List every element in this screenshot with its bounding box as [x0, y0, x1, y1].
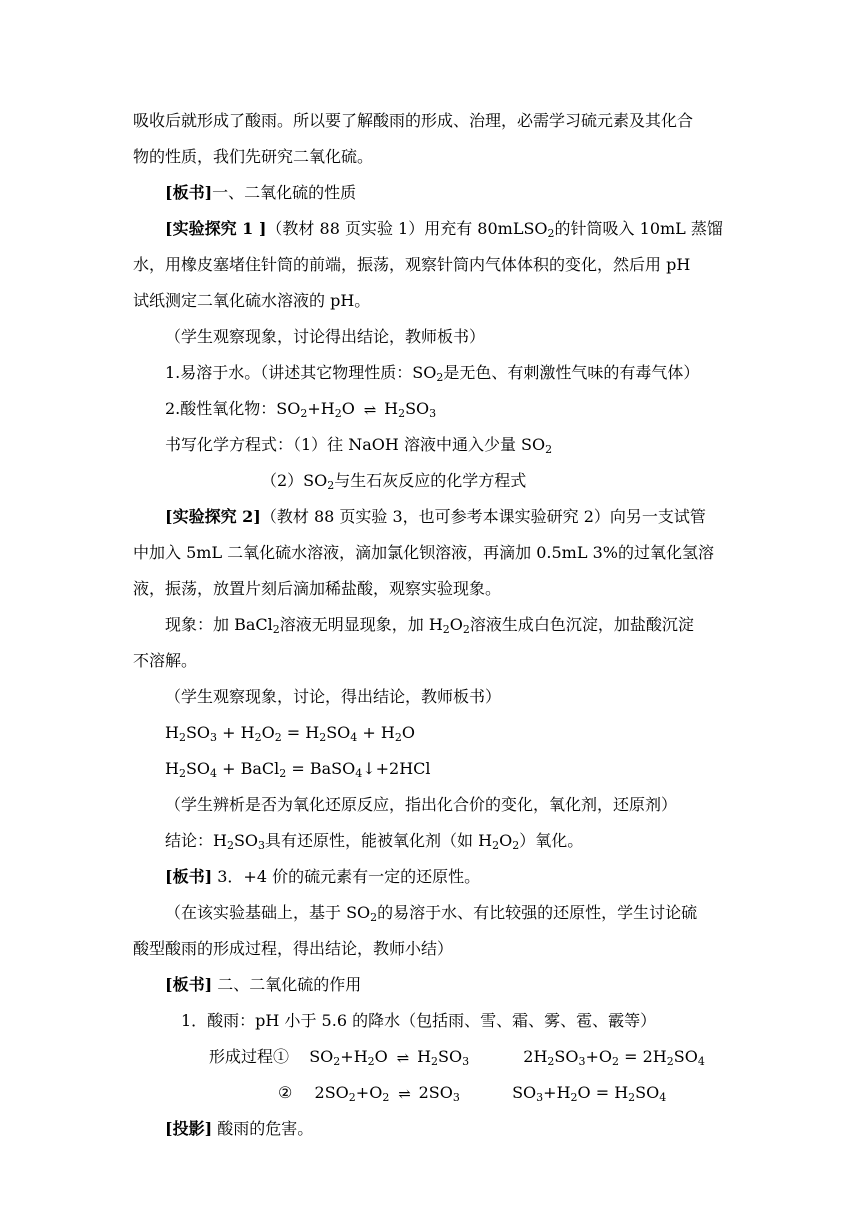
board-heading-1: [板书]一、二氧化硫的性质 [165, 183, 357, 202]
note-line: （学生观察现象，讨论得出结论，教师板书） [165, 327, 486, 346]
paragraph-line: 不溶解。 [133, 651, 198, 670]
paragraph-line: 试纸测定二氧化硫水溶液的 pH。 [133, 291, 371, 310]
equation-line-2: $H_2SO_4$ + BaCl$_2$ = BaSO$_4$↓+2HCl [165, 759, 431, 780]
paragraph-line: 物的性质，我们先研究二氧化硫。 [133, 147, 374, 166]
paragraph-line: 水，用橡皮塞堵住针筒的前端，振荡，观察针筒内气体体积的变化，然后用 pH [133, 255, 691, 274]
equation-line-1: $H_2SO_3 + H_2O_2 = H_2SO_4 + H_2O$ [165, 723, 415, 744]
note-line: （学生观察现象，讨论，得出结论，教师板书） [165, 687, 502, 706]
property-2-line: 2.酸性氧化物：$SO_2+H_2O$ ⇌ $H_2SO_3$ [165, 399, 437, 420]
equilibrium-arrow-icon: ⇌ [392, 1049, 412, 1067]
note-line: （学生辨析是否为氧化还原反应，指出化合价的变化，氧化剂，还原剂） [165, 795, 678, 814]
equation-task-line: 书写化学方程式：（1）往 NaOH 溶液中通入少量 $SO_2$ [165, 435, 553, 456]
property-1-line: 1.易溶于水。（讲述其它物理性质：$SO_2$是无色、有刺激性气味的有毒气体） [165, 363, 700, 384]
paragraph-line: 酸型酸雨的形成过程，得出结论，教师小结） [133, 939, 454, 958]
acid-rain-definition: 1．酸雨：pH 小于 5.6 的降水（包括雨、雪、霜、雾、雹、霰等） [181, 1011, 657, 1030]
projection-line: [投影] 酸雨的危害。 [165, 1119, 314, 1138]
experiment-1-line: [实验探究 1 ]（教材 88 页实验 1）用充有 80mLSO$_2$的针筒吸入 10mL 蒸馏 [165, 219, 723, 240]
equation-task-line: $(2)SO_2$与生石灰反应的化学方程式 [261, 471, 527, 492]
formation-step-1: 形成过程① $SO_2+H_2O$ ⇌ $H_2SO_3$ $2H_2SO_3+O_2 = 2H_2SO_4$ [209, 1047, 705, 1068]
experiment-2-line: [实验探究 2]（教材 88 页实验 3，也可参考本课实验研究 2）向另一支试管 [165, 507, 706, 526]
conclusion-line: 结论：$H_2SO_3$具有还原性，能被氧化剂（如 $H_2O_2$）氧化。 [165, 831, 584, 852]
paragraph-line: 吸收后就形成了酸雨。所以要了解酸雨的形成、治理，必需学习硫元素及其化合 [133, 111, 694, 130]
formation-step-2: ② $2SO_2+O_2$ ⇌ $2SO_3$ $SO_3+H_2O = H_2SO_4$ [278, 1083, 667, 1104]
equilibrium-arrow-icon: ⇌ [359, 401, 380, 419]
equilibrium-arrow-icon: ⇌ [394, 1085, 414, 1103]
note-line: （在该实验基础上，基于 $SO_2$的易溶于水、有比较强的还原性，学生讨论硫 [165, 903, 698, 924]
board-heading-2: [板书] 二、二氧化硫的作用 [165, 975, 362, 994]
paragraph-line: 液，振荡，放置片刻后滴加稀盐酸，观察实验现象。 [133, 579, 502, 598]
phenomenon-line: 现象：加 BaCl$_2$溶液无明显现象，加 $H_2O_2$溶液生成白色沉淀，加盐酸沉淀 [165, 615, 694, 636]
paragraph-line: 中加入 5mL 二氧化硫水溶液，滴加氯化钡溶液，再滴加 0.5mL 3%的过氧化氢溶 [133, 543, 714, 562]
board-heading-3: [板书] 3．+4 价的硫元素有一定的还原性。 [165, 867, 481, 886]
